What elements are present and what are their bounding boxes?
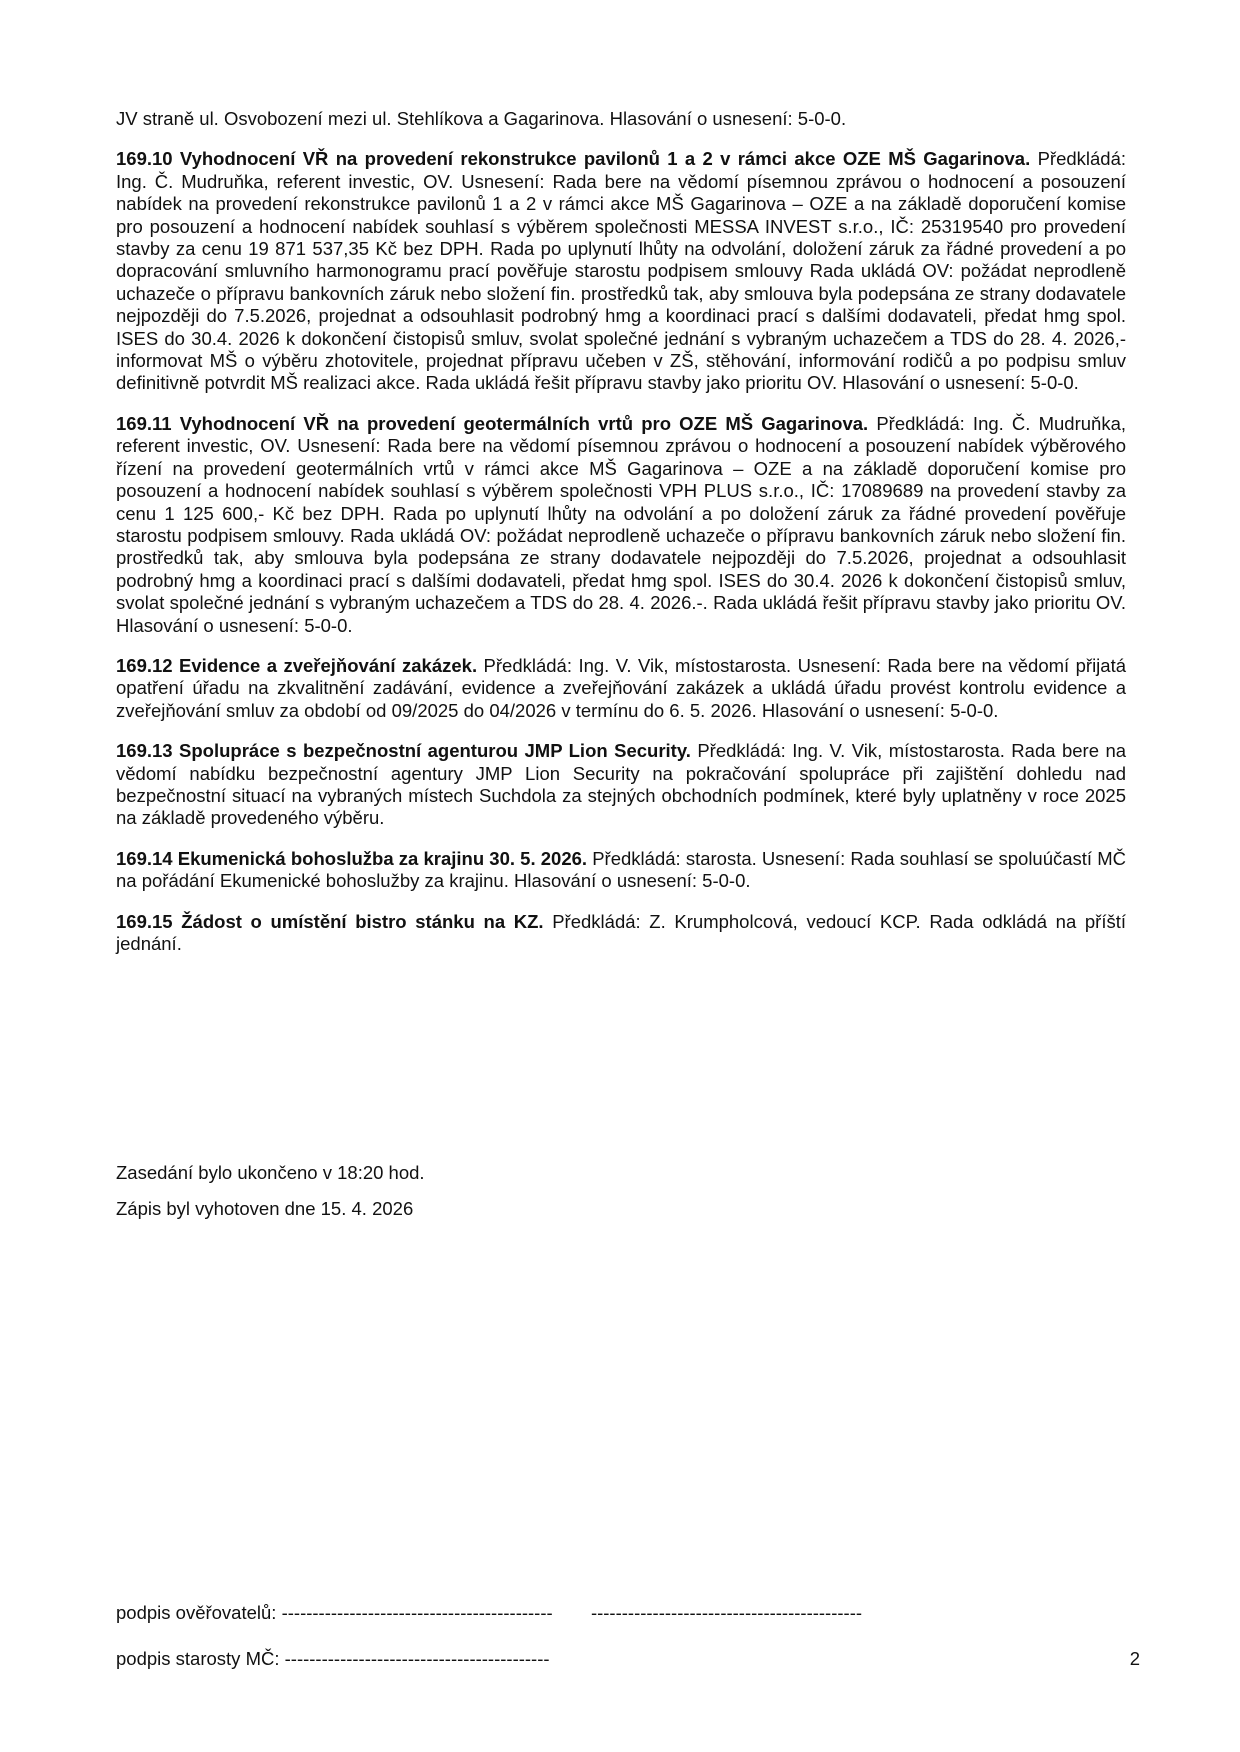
agenda-item — [116, 413, 1126, 637]
agenda-item-title: Žádost o umístění bistro stánku na KZ. — [181, 910, 544, 932]
document-page — [116, 108, 1126, 955]
agenda-item-number: 169.11 — [116, 412, 172, 434]
mayor-signature-label: podpis starosty MČ: — [116, 1648, 280, 1669]
mayor-signature-line: ------------------------------------------- — [284, 1648, 550, 1669]
agenda-item-title: Ekumenická bohoslužba za krajinu 30. 5. 2026. — [177, 847, 588, 869]
agenda-item — [116, 911, 1126, 956]
verifier-signature-line: -------------------------------------------- — [590, 1602, 863, 1623]
agenda-item — [116, 148, 1126, 394]
agenda-item — [116, 655, 1126, 722]
meeting-end-text: Zasedání bylo ukončeno v 18:20 hod. — [116, 1162, 425, 1183]
mayor-signature-row — [116, 1648, 1126, 1670]
verifiers-signature-label: podpis ověřovatelů: — [116, 1602, 277, 1623]
agenda-item-title: Evidence a zveřejňování zakázek. — [179, 654, 478, 676]
agenda-item-title: Spolupráce s bezpečnostní agenturou JMP Lion Security. — [179, 740, 691, 762]
page-number: 2 — [1129, 1648, 1140, 1669]
agenda-item-title: Vyhodnocení VŘ na provedení geotermálních vrtů pro OZE MŠ Gagarinova. — [179, 412, 869, 434]
agenda-item-body: Předkládá: starosta. Usnesení: Rada souhlasí se spoluúčastí MČ na pořádání Ekumenické bohoslužby za krajinu. Hlasování o usnesení: 5-0-0. — [116, 847, 1126, 892]
agenda-item-title: Vyhodnocení VŘ na provedení rekonstrukce pavilonů 1 a 2 v rámci akce OZE MŠ Gagarinova. — [179, 148, 1031, 170]
intro-paragraph: JV straně ul. Osvobození mezi ul. Stehlíkova a Gagarinova. Hlasování o usnesení: 5-0-0. — [116, 108, 847, 129]
agenda-item-number: 169.14 — [116, 847, 173, 869]
agenda-item-body: Předkládá: Ing. V. Vik, místostarosta. Usnesení: Rada bere na vědomí přijatá opatření úřadu na zkvalitnění zadávání, evidence a zveřejňování zakázek a ukládá úřadu provést kontrolu evidence a zveřejňování smluv za období od 09/2025 do 04/2026 v termínu do 6. 5. 2026. Hlasování o usnesení: 5-0-0. — [116, 654, 1127, 721]
agenda-item-body: Předkládá: Z. Krumpholcová, vedoucí KCP. Rada odkládá na příští jednání. — [116, 910, 1127, 954]
minutes-date-text: Zápis byl vyhotoven dne 15. 4. 2026 — [116, 1198, 414, 1219]
agenda-item-body: Předkládá: Ing. Č. Mudruňka, referent investic, OV. Usnesení: Rada bere na vědomí písemnou zprávou o hodnocení a posouzení nabídek výběrového řízení na provedení geotermálních vrtů v rámci akce MŠ Gagarinova – OZE a na základě doporučení komise pro posouzení a hodnocení nabídek souhlasí s výběrem společnosti VPH PLUS s.r.o., IČ: 17089689 na provedení stavby za cenu 1 125 600,- Kč bez DPH. Rada po uplynutí lhůty na odvolání a po doložení záruk za řádné provedení pověřuje starostu podpisem smlouvy. Rada ukládá OV: požádat neprodleně uchazeče o přípravu bankovních záruk nebo složení fin. prostředků tak, aby smlouva byla podepsána ze strany dodavatele nejpozději do 7.5.2026, projednat a odsouhlasit podrobný hmg a koordinaci prací s dalšími dodavateli, předat hmg spol. ISES do 30.4. 2026 k dokončení čistopisů smluv, svolat společné jednání s vybraným uchazečem a TDS do 28. 4. 2026.-. Rada ukládá řešit přípravu stavby jako prioritu OV. Hlasování o usnesení: 5-0-0. — [116, 412, 1126, 636]
agenda-item — [116, 740, 1126, 830]
verifiers-signature-row — [116, 1602, 1126, 1624]
agenda-item-number: 169.10 — [116, 148, 173, 170]
agenda-item-body: Předkládá: Ing. V. Vik, místostarosta. Rada bere na vědomí nabídku bezpečnostní agentury JMP Lion Security na pokračování spolupráce při zajištění dohledu nad bezpečnostní situací na vybraných místech Suchdola za stejných obchodních podmínek, které byly uplatněny v roce 2025 na základě provedeného výběru. — [116, 740, 1127, 829]
agenda-item-number: 169.12 — [116, 654, 173, 676]
verifier-signature-line: -------------------------------------------- — [281, 1602, 553, 1623]
agenda-item-body: Předkládá: Ing. Č. Mudruňka, referent investic, OV. Usnesení: Rada bere na vědomí písemnou zprávou o hodnocení a posouzení nabídek na provedení rekonstrukce pavilonů 1 a 2 v rámci akce MŠ Gagarinova – OZE a na základě doporučení komise pro posouzení a hodnocení nabídek souhlasí s výběrem společnosti MESSA INVEST s.r.o., IČ: 25319540 pro provedení stavby za cenu 19 871 537,35 Kč bez DPH. Rada po uplynutí lhůty na odvolání, doložení záruk za řádné provedení a po dopracování smluvního harmonogramu prací pověřuje starostu podpisem smlouvy Rada ukládá OV: požádat neprodleně uchazeče o přípravu bankovních záruk nebo složení fin. prostředků tak, aby smlouva byla podepsána ze strany dodavatele nejpozději do 7.5.2026, projednat a odsouhlasit podrobný hmg a koordinaci prací s dalšími dodavateli, předat hmg spol. ISES do 30.4. 2026 k dokončení čistopisů smluv, svolat společné jednání s vybraným uchazečem a TDS do 28. 4. 2026,-informovat MŠ o výběru zhotovitele, projednat přípravu učeben v ZŠ, stěhování, informování rodičů a po podpisu smluv definitivně potvrdit MŠ realizaci akce. Rada ukládá řešit přípravu stavby jako prioritu OV. Hlasování o usnesení: 5-0-0. — [116, 148, 1127, 394]
agenda-item-number: 169.15 — [116, 910, 173, 932]
agenda-item-number: 169.13 — [116, 740, 173, 762]
agenda-item — [116, 848, 1126, 893]
